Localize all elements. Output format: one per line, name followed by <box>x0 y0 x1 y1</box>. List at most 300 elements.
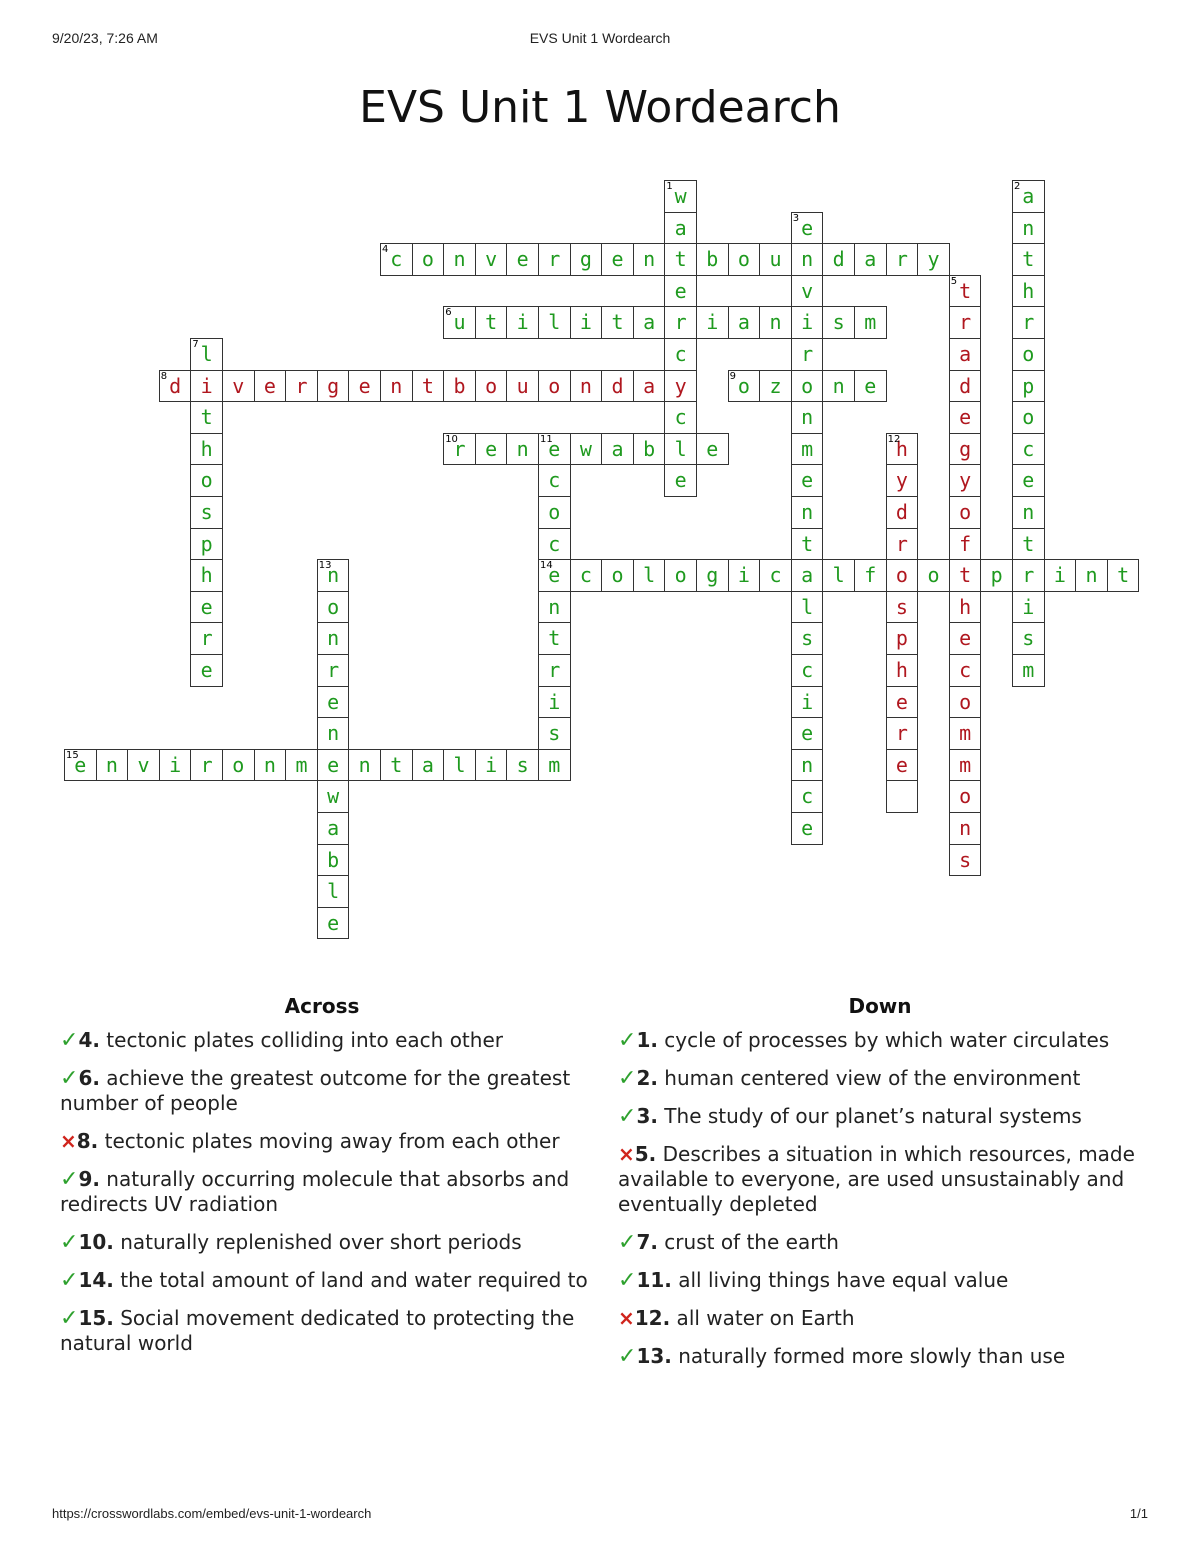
grid-cell[interactable] <box>791 496 824 529</box>
cell-letter: o <box>927 563 940 588</box>
grid-cell[interactable] <box>854 306 887 339</box>
grid-cell[interactable] <box>949 401 982 434</box>
grid-cell[interactable] <box>949 559 982 592</box>
grid-cell[interactable] <box>190 496 223 529</box>
grid-cell[interactable] <box>317 780 350 813</box>
grid-cell[interactable] <box>664 306 697 339</box>
clue-number: 1. <box>636 1028 658 1052</box>
clue-text: naturally replenished over short periods <box>113 1230 522 1254</box>
cell-letter: c <box>801 784 814 809</box>
cell-letter: g <box>706 563 719 588</box>
cell-letter: t <box>674 247 687 272</box>
grid-cell[interactable] <box>538 559 571 592</box>
grid-cell[interactable] <box>791 622 824 655</box>
grid-cell[interactable] <box>1012 654 1045 687</box>
cell-letter: e <box>548 436 561 461</box>
cell-letter: v <box>137 752 150 777</box>
cell-letter: e <box>611 247 624 272</box>
grid-cell[interactable] <box>538 591 571 624</box>
grid-cell[interactable] <box>949 528 982 561</box>
grid-cell[interactable] <box>633 306 666 339</box>
grid-cell[interactable] <box>822 370 855 403</box>
cell-letter: l <box>548 310 561 335</box>
cell-letter: e <box>74 752 87 777</box>
grid-cell[interactable] <box>380 243 413 276</box>
grid-cell[interactable] <box>949 591 982 624</box>
grid-cell[interactable] <box>601 306 634 339</box>
clue-number: 7. <box>636 1230 658 1254</box>
down-clue <box>618 1230 1158 1255</box>
grid-cell[interactable] <box>506 306 539 339</box>
grid-cell[interactable] <box>791 591 824 624</box>
cell-letter: s <box>895 594 908 619</box>
across-clue <box>60 1028 600 1053</box>
grid-cell[interactable] <box>475 749 508 782</box>
grid-cell[interactable] <box>317 622 350 655</box>
grid-cell[interactable] <box>1044 559 1077 592</box>
cell-letter: e <box>358 373 371 398</box>
grid-cell[interactable] <box>443 306 476 339</box>
grid-cell[interactable] <box>696 433 729 466</box>
cell-letter: h <box>959 594 972 619</box>
grid-cell[interactable] <box>728 306 761 339</box>
cell-letter: e <box>706 436 719 461</box>
grid-cell[interactable] <box>886 591 919 624</box>
cell-letter: o <box>895 563 908 588</box>
grid-cell[interactable] <box>412 243 445 276</box>
cell-letter: i <box>801 310 814 335</box>
grid-cell[interactable] <box>917 559 950 592</box>
across-heading: Across <box>284 994 360 1018</box>
grid-cell[interactable] <box>96 749 129 782</box>
check-icon: ✓ <box>60 1306 79 1331</box>
grid-cell[interactable] <box>412 749 445 782</box>
cell-letter: u <box>769 247 782 272</box>
cell-letter: r <box>674 310 687 335</box>
cell-letter: r <box>200 752 213 777</box>
cell-letter: m <box>548 752 561 777</box>
clue-number: 8. <box>76 1129 99 1153</box>
grid-cell[interactable] <box>1012 401 1045 434</box>
cell-letter: n <box>453 247 466 272</box>
grid-cell[interactable] <box>886 528 919 561</box>
cell-letter: r <box>295 373 308 398</box>
grid-cell[interactable] <box>759 559 792 592</box>
cell-letter: w <box>327 784 340 809</box>
grid-cell[interactable] <box>664 275 697 308</box>
grid-cell[interactable] <box>1012 275 1045 308</box>
grid-cell[interactable] <box>886 433 919 466</box>
cell-letter: h <box>895 658 908 682</box>
clue-text: the total amount of land and water required to <box>113 1268 588 1292</box>
grid-cell[interactable] <box>475 243 508 276</box>
cell-letter: o <box>485 373 498 398</box>
cell-letter: w <box>674 184 687 208</box>
grid-cell[interactable] <box>190 401 223 434</box>
cell-letter: o <box>611 563 624 588</box>
grid-cell[interactable] <box>127 749 160 782</box>
grid-cell[interactable] <box>949 686 982 719</box>
grid-cell[interactable] <box>759 306 792 339</box>
grid-cell[interactable] <box>570 559 603 592</box>
grid-cell[interactable] <box>949 496 982 529</box>
cell-letter: p <box>1022 373 1035 398</box>
down-clue-list <box>618 1028 1158 1382</box>
grid-cell[interactable] <box>791 780 824 813</box>
grid-cell[interactable] <box>633 559 666 592</box>
clue-text: Social movement dedicated to protecting the natural world <box>60 1306 575 1355</box>
cross-icon: × <box>60 1129 77 1153</box>
cell-letter: r <box>801 342 814 366</box>
cell-letter: i <box>1053 563 1066 588</box>
cell-letter: s <box>832 310 845 335</box>
grid-cell[interactable] <box>822 306 855 339</box>
across-clue <box>60 1167 600 1217</box>
grid-cell[interactable] <box>949 654 982 687</box>
cell-letter: o <box>548 373 561 398</box>
grid-cell[interactable] <box>443 243 476 276</box>
grid-cell[interactable] <box>190 370 223 403</box>
cell-letter: a <box>864 247 877 272</box>
grid-cell[interactable] <box>791 528 824 561</box>
grid-cell[interactable] <box>538 528 571 561</box>
grid-cell[interactable] <box>348 370 381 403</box>
cell-letter: r <box>895 247 908 272</box>
grid-cell[interactable] <box>443 370 476 403</box>
grid-cell[interactable] <box>791 559 824 592</box>
grid-cell[interactable] <box>1107 559 1140 592</box>
grid-cell[interactable] <box>570 433 603 466</box>
cell-letter: o <box>1022 405 1035 430</box>
grid-cell[interactable] <box>949 370 982 403</box>
grid-cell[interactable] <box>538 686 571 719</box>
down-clue <box>618 1028 1158 1053</box>
grid-cell[interactable] <box>917 243 950 276</box>
grid-cell[interactable] <box>949 275 982 308</box>
grid-cell[interactable] <box>664 243 697 276</box>
grid-cell[interactable] <box>949 622 982 655</box>
cell-letter: n <box>1022 500 1035 524</box>
grid-cell[interactable] <box>1012 180 1045 213</box>
grid-cell[interactable] <box>285 370 318 403</box>
grid-cell[interactable] <box>886 654 919 687</box>
grid-cell[interactable] <box>475 433 508 466</box>
cell-letter: e <box>801 468 814 493</box>
grid-cell[interactable] <box>886 496 919 529</box>
grid-cell[interactable] <box>538 749 571 782</box>
cell-letter: i <box>706 310 719 335</box>
grid-cell[interactable] <box>949 780 982 813</box>
grid-cell[interactable] <box>696 306 729 339</box>
cell-letter: t <box>485 310 498 335</box>
cell-letter: e <box>327 689 340 714</box>
grid-cell[interactable] <box>285 749 318 782</box>
grid-cell[interactable] <box>222 749 255 782</box>
cell-letter: p <box>895 626 908 651</box>
grid-cell[interactable] <box>190 528 223 561</box>
cell-letter: e <box>959 405 972 430</box>
grid-cell[interactable] <box>538 306 571 339</box>
cell-letter: c <box>801 658 814 682</box>
grid-cell[interactable] <box>886 717 919 750</box>
grid-cell[interactable] <box>538 654 571 687</box>
grid-cell[interactable] <box>159 370 192 403</box>
grid-cell[interactable] <box>791 212 824 245</box>
cell-letter: n <box>516 436 529 461</box>
grid-cell[interactable] <box>664 464 697 497</box>
grid-cell[interactable] <box>791 275 824 308</box>
grid-cell[interactable] <box>886 243 919 276</box>
grid-cell[interactable] <box>64 749 97 782</box>
grid-cell[interactable] <box>664 180 697 213</box>
cell-letter: c <box>769 563 782 588</box>
grid-cell[interactable] <box>886 464 919 497</box>
grid-cell[interactable] <box>664 338 697 371</box>
clue-text: crust of the earth <box>657 1230 839 1254</box>
grid-cell[interactable] <box>664 401 697 434</box>
grid-cell[interactable] <box>380 370 413 403</box>
cell-letter: v <box>232 373 245 398</box>
grid-cell[interactable] <box>791 401 824 434</box>
grid-cell[interactable] <box>791 338 824 371</box>
grid-cell[interactable] <box>1012 306 1045 339</box>
print-url: https://crosswordlabs.com/embed/evs-unit-1-wordearch <box>52 1506 372 1521</box>
grid-cell[interactable] <box>538 717 571 750</box>
grid-cell[interactable] <box>886 559 919 592</box>
grid-cell[interactable] <box>506 243 539 276</box>
clue-number: 7 <box>192 339 199 350</box>
grid-cell[interactable] <box>664 370 697 403</box>
cell-letter: s <box>959 847 972 872</box>
grid-cell[interactable] <box>980 559 1013 592</box>
grid-cell[interactable] <box>317 844 350 877</box>
grid-cell[interactable] <box>759 243 792 276</box>
cell-letter: n <box>959 816 972 840</box>
grid-cell[interactable] <box>791 433 824 466</box>
check-icon: ✓ <box>618 1066 637 1091</box>
grid-cell[interactable] <box>317 654 350 687</box>
grid-cell[interactable] <box>854 243 887 276</box>
grid-cell[interactable] <box>412 370 445 403</box>
clue-number: 10 <box>445 433 458 445</box>
grid-cell[interactable] <box>633 243 666 276</box>
grid-cell[interactable] <box>949 844 982 877</box>
across-clue <box>60 1129 600 1154</box>
cell-letter: v <box>801 278 814 303</box>
grid-cell[interactable] <box>1012 496 1045 529</box>
grid-cell[interactable] <box>317 559 350 592</box>
grid-cell[interactable] <box>348 749 381 782</box>
grid-cell[interactable] <box>1012 464 1045 497</box>
grid-cell[interactable] <box>949 338 982 371</box>
grid-cell[interactable] <box>538 622 571 655</box>
grid-cell[interactable] <box>190 559 223 592</box>
grid-cell[interactable] <box>159 749 192 782</box>
cell-letter: m <box>801 436 814 461</box>
cell-letter: r <box>327 658 340 682</box>
clue-number: 6. <box>78 1066 100 1090</box>
grid-cell[interactable] <box>601 559 634 592</box>
grid-cell[interactable] <box>1012 433 1045 466</box>
grid-cell[interactable] <box>759 370 792 403</box>
cell-letter: n <box>801 405 814 430</box>
grid-cell[interactable] <box>633 370 666 403</box>
cell-letter: i <box>548 689 561 714</box>
grid-cell[interactable] <box>949 749 982 782</box>
cell-letter: n <box>769 310 782 335</box>
check-icon: ✓ <box>60 1028 79 1053</box>
grid-cell[interactable] <box>728 370 761 403</box>
grid-cell[interactable] <box>791 749 824 782</box>
grid-cell[interactable] <box>601 243 634 276</box>
cell-letter: e <box>674 278 687 303</box>
grid-cell[interactable] <box>791 686 824 719</box>
grid-cell[interactable] <box>317 591 350 624</box>
cell-letter: e <box>959 626 972 651</box>
grid-cell[interactable] <box>633 433 666 466</box>
grid-cell[interactable] <box>1075 559 1108 592</box>
grid-cell[interactable] <box>1012 243 1045 276</box>
cell-letter: r <box>1022 563 1035 588</box>
grid-cell[interactable] <box>1012 528 1045 561</box>
cell-letter: l <box>801 594 814 619</box>
grid-cell[interactable] <box>791 717 824 750</box>
cell-letter: b <box>327 847 340 872</box>
grid-cell[interactable] <box>728 243 761 276</box>
cell-letter: m <box>959 752 972 777</box>
grid-cell[interactable] <box>949 306 982 339</box>
grid-cell[interactable] <box>791 812 824 845</box>
cell-letter: a <box>421 752 434 777</box>
check-icon: ✓ <box>60 1066 79 1091</box>
grid-cell[interactable] <box>696 559 729 592</box>
grid-cell[interactable] <box>538 464 571 497</box>
grid-cell[interactable] <box>949 433 982 466</box>
grid-cell[interactable] <box>949 464 982 497</box>
grid-cell[interactable] <box>254 749 287 782</box>
grid-cell[interactable] <box>728 559 761 592</box>
grid-cell[interactable] <box>570 370 603 403</box>
grid-cell[interactable] <box>475 370 508 403</box>
clue-number: 13. <box>636 1344 672 1368</box>
grid-cell[interactable] <box>317 370 350 403</box>
grid-cell[interactable] <box>822 559 855 592</box>
cross-icon: × <box>618 1142 635 1166</box>
grid-cell[interactable] <box>791 243 824 276</box>
cell-letter: i <box>485 752 498 777</box>
cell-letter: o <box>959 500 972 524</box>
cell-letter: b <box>706 247 719 272</box>
cross-icon: × <box>618 1306 635 1330</box>
grid-cell[interactable] <box>317 749 350 782</box>
grid-cell[interactable] <box>317 875 350 908</box>
grid-cell[interactable] <box>254 370 287 403</box>
cell-letter: e <box>548 563 561 588</box>
grid-cell[interactable] <box>222 370 255 403</box>
grid-cell[interactable] <box>475 306 508 339</box>
cell-letter: n <box>579 373 592 398</box>
cell-letter: f <box>864 563 877 588</box>
grid-cell[interactable] <box>854 370 887 403</box>
grid-cell[interactable] <box>190 622 223 655</box>
clue-number: 13 <box>318 560 332 572</box>
grid-cell[interactable] <box>791 370 824 403</box>
clue-number: 15. <box>78 1306 114 1330</box>
grid-cell[interactable] <box>190 654 223 687</box>
grid-cell[interactable] <box>538 370 571 403</box>
clue-number: 15 <box>66 749 79 761</box>
grid-cell[interactable] <box>822 243 855 276</box>
grid-cell[interactable] <box>791 306 824 339</box>
grid-cell[interactable] <box>664 433 697 466</box>
grid-cell[interactable] <box>854 559 887 592</box>
grid-cell[interactable] <box>886 780 919 813</box>
grid-cell[interactable] <box>190 338 223 371</box>
grid-cell[interactable] <box>886 749 919 782</box>
clue-number: 9. <box>78 1167 100 1191</box>
cell-letter: h <box>1022 278 1035 303</box>
grid-cell[interactable] <box>886 622 919 655</box>
grid-cell[interactable] <box>317 686 350 719</box>
grid-cell[interactable] <box>190 433 223 466</box>
grid-cell[interactable] <box>886 686 919 719</box>
grid-cell[interactable] <box>538 243 571 276</box>
grid-cell[interactable] <box>538 496 571 529</box>
grid-cell[interactable] <box>506 433 539 466</box>
grid-cell[interactable] <box>317 812 350 845</box>
grid-cell[interactable] <box>601 433 634 466</box>
grid-cell[interactable] <box>570 306 603 339</box>
grid-cell[interactable] <box>190 591 223 624</box>
grid-cell[interactable] <box>601 370 634 403</box>
grid-cell[interactable] <box>949 717 982 750</box>
grid-cell[interactable] <box>380 749 413 782</box>
grid-cell[interactable] <box>443 749 476 782</box>
cell-letter: h <box>200 563 213 588</box>
grid-cell[interactable] <box>190 749 223 782</box>
grid-cell[interactable] <box>791 464 824 497</box>
grid-cell[interactable] <box>570 243 603 276</box>
clue-number: 2. <box>636 1066 658 1090</box>
grid-cell[interactable] <box>1012 338 1045 371</box>
grid-cell[interactable] <box>1012 212 1045 245</box>
grid-cell[interactable] <box>1012 559 1045 592</box>
grid-cell[interactable] <box>1012 370 1045 403</box>
grid-cell[interactable] <box>664 559 697 592</box>
grid-cell[interactable] <box>949 812 982 845</box>
grid-cell[interactable] <box>506 749 539 782</box>
grid-cell[interactable] <box>696 243 729 276</box>
cell-letter: c <box>579 563 592 588</box>
grid-cell[interactable] <box>443 433 476 466</box>
cell-letter: r <box>959 310 972 335</box>
cell-letter: a <box>674 215 687 240</box>
grid-cell[interactable] <box>506 370 539 403</box>
cell-letter: s <box>200 500 213 524</box>
grid-cell[interactable] <box>190 464 223 497</box>
grid-cell[interactable] <box>664 212 697 245</box>
grid-cell[interactable] <box>791 654 824 687</box>
clue-number: 14. <box>78 1268 114 1292</box>
grid-cell[interactable] <box>538 433 571 466</box>
grid-cell[interactable] <box>1012 591 1045 624</box>
cell-letter: y <box>959 468 972 493</box>
grid-cell[interactable] <box>317 907 350 940</box>
clue-number: 4 <box>382 244 389 256</box>
grid-cell[interactable] <box>1012 622 1045 655</box>
grid-cell[interactable] <box>317 717 350 750</box>
cell-letter: b <box>453 373 466 398</box>
